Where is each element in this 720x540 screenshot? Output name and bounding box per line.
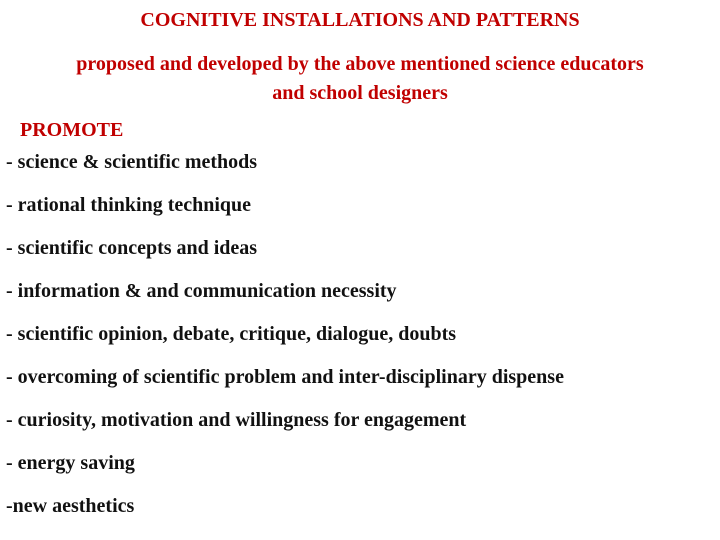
list-item: - science & scientific methods (6, 151, 258, 173)
list-item: - overcoming of scientific problem and inter-disciplinary dispense (6, 366, 564, 388)
list-item: - rational thinking technique (6, 194, 252, 216)
subtitle-line-2: and school designers (272, 82, 448, 104)
list-item: - energy saving (6, 452, 135, 474)
list-item: - curiosity, motivation and willingness for engagement (6, 409, 467, 431)
list-item: - scientific concepts and ideas (6, 237, 258, 259)
list-item: -new aesthetics (6, 495, 135, 517)
subtitle-line-1: proposed and developed by the above mentioned science educators (76, 53, 644, 75)
list-item: - information & and communication necessity (6, 280, 397, 302)
list-item: - scientific opinion, debate, critique, dialogue, doubts (6, 323, 457, 345)
promote-list (6, 149, 564, 536)
slide-subtitle (0, 50, 720, 108)
promote-label: PROMOTE (20, 119, 124, 141)
slide-title: COGNITIVE INSTALLATIONS AND PATTERNS (140, 9, 580, 31)
